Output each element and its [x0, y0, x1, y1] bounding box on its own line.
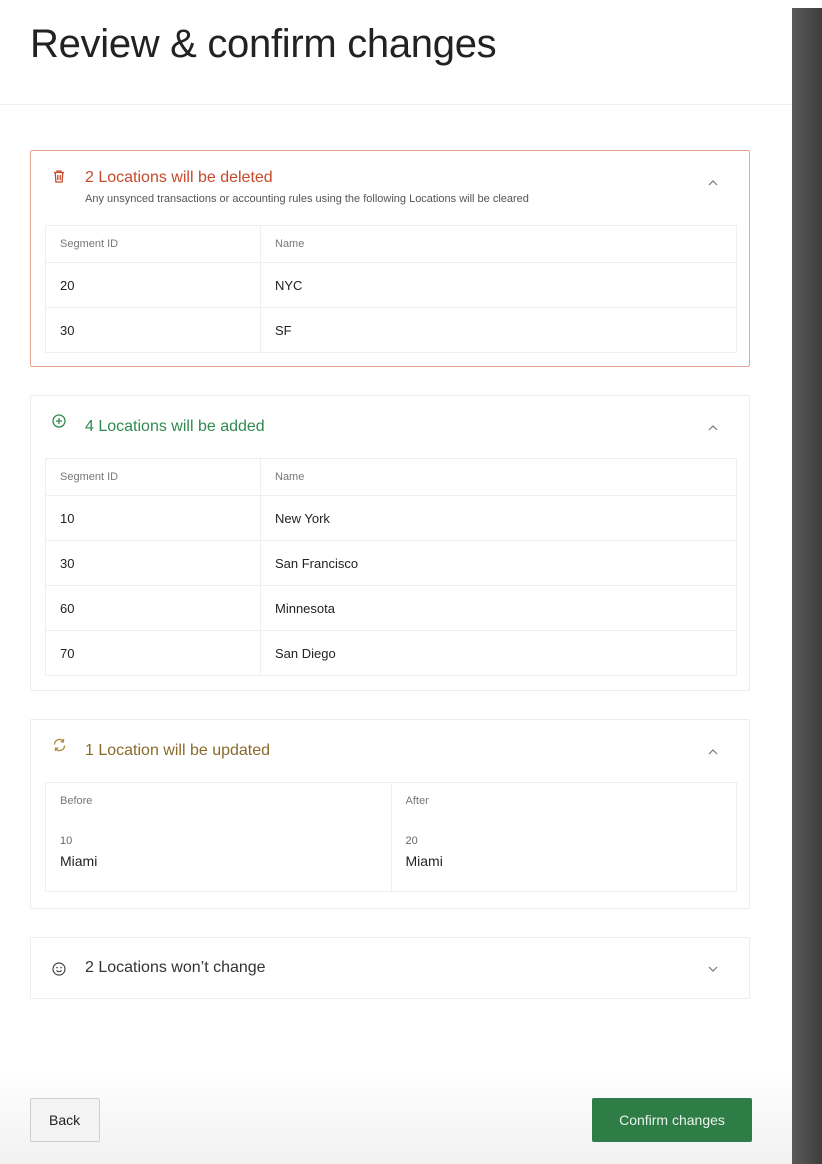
back-button[interactable]: Back	[30, 1098, 100, 1142]
update-comparison	[45, 782, 737, 892]
table-row	[46, 496, 737, 541]
deleted-section	[30, 150, 750, 367]
name-cell: SF	[261, 308, 737, 353]
deleted-section-subtitle: Any unsynced transactions or accounting rules using the following Locations will be cleared	[85, 193, 529, 205]
deleted-section-title: 2 Locations will be deleted	[85, 169, 273, 186]
before-column	[46, 783, 391, 891]
chevron-up-icon[interactable]	[707, 422, 719, 434]
updated-section-header[interactable]	[31, 720, 749, 782]
deleted-table	[45, 225, 737, 353]
unchanged-section-header[interactable]	[31, 938, 749, 1000]
before-name: Miami	[60, 853, 98, 869]
segment-id-cell: 10	[46, 496, 261, 541]
smiley-icon	[51, 961, 67, 977]
after-label: After	[405, 795, 429, 807]
name-cell: San Diego	[261, 631, 737, 676]
trash-icon	[51, 168, 67, 184]
table-row	[46, 308, 737, 353]
updated-section-title: 1 Location will be updated	[85, 742, 271, 759]
page-title: Review & confirm changes	[30, 22, 497, 66]
before-id: 10	[60, 835, 73, 847]
column-header-segment-id: Segment ID	[46, 226, 261, 263]
name-cell: San Francisco	[261, 541, 737, 586]
column-header-segment-id: Segment ID	[46, 459, 261, 496]
segment-id-cell: 30	[46, 541, 261, 586]
updated-section	[30, 719, 750, 909]
after-name: Miami	[405, 853, 443, 869]
segment-id-cell: 30	[46, 308, 261, 353]
added-section-header[interactable]	[31, 396, 749, 458]
added-section	[30, 395, 750, 691]
table-row	[46, 586, 737, 631]
chevron-down-icon[interactable]	[707, 963, 719, 975]
name-cell: NYC	[261, 263, 737, 308]
after-column	[391, 783, 737, 891]
page-header	[0, 0, 792, 105]
column-header-name: Name	[261, 226, 737, 263]
right-scroll-rail	[792, 8, 822, 1164]
deleted-section-header[interactable]	[31, 151, 749, 213]
chevron-up-icon[interactable]	[707, 177, 719, 189]
table-row	[46, 263, 737, 308]
table-row	[46, 631, 737, 676]
name-cell: New York	[261, 496, 737, 541]
added-section-title: 4 Locations will be added	[85, 418, 265, 435]
unchanged-section	[30, 937, 750, 999]
footer-bar	[0, 1070, 792, 1164]
refresh-icon	[51, 737, 67, 753]
chevron-up-icon[interactable]	[707, 746, 719, 758]
added-table	[45, 458, 737, 676]
after-id: 20	[405, 835, 418, 847]
table-row	[46, 541, 737, 586]
segment-id-cell: 60	[46, 586, 261, 631]
confirm-changes-button[interactable]: Confirm changes	[592, 1098, 752, 1142]
plus-circle-icon	[51, 413, 67, 429]
segment-id-cell: 20	[46, 263, 261, 308]
table-header-row	[46, 226, 737, 263]
segment-id-cell: 70	[46, 631, 261, 676]
table-header-row	[46, 459, 737, 496]
column-header-name: Name	[261, 459, 737, 496]
name-cell: Minnesota	[261, 586, 737, 631]
unchanged-section-title: 2 Locations won’t change	[85, 959, 266, 976]
before-label: Before	[60, 795, 93, 807]
